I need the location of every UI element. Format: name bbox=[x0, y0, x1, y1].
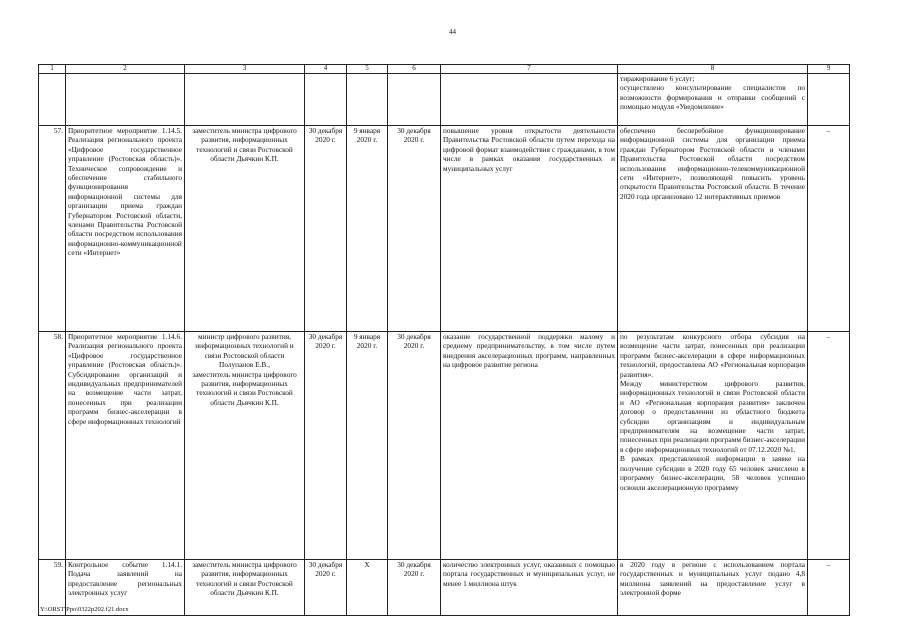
paragraph: тиражирование 6 услуг; bbox=[620, 74, 695, 83]
header-row bbox=[39, 65, 850, 74]
start-date-cell: 9 января 2020 г. bbox=[347, 332, 388, 560]
file-path-footer: Y:\ORST\Ppo\0322p202.f21.docx bbox=[40, 606, 129, 613]
table-row bbox=[39, 332, 850, 560]
paragraph: Между министерством цифрового развития, информационных технологий и связи Ростовской области и АО «Региональная корпорация развития» заключен договор о предоставлении из областного бюджета субсидии организациям и индивидуальным предпринимателям на возмещение части затрат, понесенных при реализации программ бизнес-акселерации в сфере информационных технологий от 07.12.2020 №1. bbox=[620, 379, 805, 454]
table-row bbox=[39, 560, 850, 616]
end-date-cell: 30 декабря 2020 г. bbox=[388, 126, 441, 332]
plan-date-cell: 30 декабря 2020 г. bbox=[305, 560, 347, 616]
paragraph: заместитель министра цифрового развития, информационных технологий и связи Ростовской области Дьячкин К.П. bbox=[192, 369, 297, 407]
plan-date-cell: 30 декабря 2020 г. bbox=[305, 126, 347, 332]
header-cell: 8 bbox=[618, 65, 808, 74]
expected-result-cell: оказание государственной поддержки малому и среднему предпринимательству, в том числе путем внедрения акселерационных программ, направленных на цифровое развитие региона bbox=[441, 332, 618, 560]
header-cell: 7 bbox=[441, 65, 618, 74]
continuation-row bbox=[39, 74, 850, 126]
responsible-text bbox=[187, 332, 302, 407]
responsible-cell: заместитель министра цифрового развития, информационных технологий и связи Ростовской области Дьячкин К.П. bbox=[185, 126, 305, 332]
reasons-cell: – bbox=[808, 126, 850, 332]
page-number: 44 bbox=[449, 28, 456, 36]
report-table bbox=[38, 64, 850, 616]
paragraph: В рамках представленной информации в заявке на получение субсидии в 2020 году 65 человек зачислено в программу бизнес-акселерации, 58 человек успешно освоили акселерационную программу bbox=[620, 454, 805, 492]
header-cell: 1 bbox=[39, 65, 66, 74]
end-date-cell: 30 декабря 2020 г. bbox=[388, 332, 441, 560]
actual-result-cell: обеспечено бесперебойное функционирование информационной системы для организации приема граждан Губернатором Ростовской области и членами Правительства Ростовской области посредством использования информационно-телекоммуникационной сети «Интернет», позволяющей повысить уровень открытости Правительства Ростовской области. В течение 2020 года организовано 12 интерактивных приемов bbox=[618, 126, 808, 332]
paragraph: по результатам конкурсного отбора субсидия на возмещение части затрат, понесенных при реализации программ бизнес-акселерации в сфере информационных технологий, предоставлена АО «Региональная корпорация развития». bbox=[620, 332, 805, 379]
responsible-cell: заместитель министра цифрового развития, информационных технологий и связи Ростовской области Дьячкин К.П. bbox=[185, 560, 305, 616]
row-number: 59. bbox=[39, 560, 66, 616]
header-cell: 2 bbox=[66, 65, 185, 74]
reasons-cell: – bbox=[808, 560, 850, 616]
row-number: 58. bbox=[39, 332, 66, 560]
paragraph: осуществлено консультирование специалистов по возможности формирования и отправки сообщений с помощью модуля «Уведомление» bbox=[620, 83, 805, 112]
header-cell: 4 bbox=[305, 65, 347, 74]
actual-result-cell bbox=[618, 332, 808, 560]
table-row bbox=[39, 126, 850, 332]
expected-result-cell: повышение уровня открытости деятельности Правительства Ростовской области путем перехода на цифровой формат взаимодействия с гражданами, в том числе в рамках оказания государственных и муниципальных услуг bbox=[441, 126, 618, 332]
header-cell: 5 bbox=[347, 65, 388, 74]
row-number: 57. bbox=[39, 126, 66, 332]
start-date-cell: Х bbox=[347, 560, 388, 616]
header-cell: 9 bbox=[808, 65, 850, 74]
start-date-cell: 9 января 2020 г. bbox=[347, 126, 388, 332]
paragraph: министр цифрового развития, информационных технологий и связи Ростовской области Полупанов Е.В., bbox=[195, 332, 294, 370]
header-cell: 6 bbox=[388, 65, 441, 74]
event-cell: Приоритетное мероприятие 1.14.6. Реализация регионального проекта «Цифровое государственное управление (Ростовская область)». Субсидирование организаций и индивидуальных предпринимателей на возмещение части затрат, понесенных при реализации программ бизнес-акселерации в сфере информационных технологий bbox=[66, 332, 185, 560]
reasons-cell: – bbox=[808, 332, 850, 560]
responsible-cell bbox=[185, 332, 305, 560]
result-text bbox=[620, 74, 805, 112]
end-date-cell: 30 декабря 2020 г. bbox=[388, 560, 441, 616]
plan-date-cell: 30 декабря 2020 г. bbox=[305, 332, 347, 560]
actual-result-cell: в 2020 году в регионе с использованием портала государственных и муниципальных услуг подано 4,8 миллиона заявлений на предоставление услуг в электронной форме bbox=[618, 560, 808, 616]
expected-result-cell: количество электронных услуг, оказанных с помощью портала государственных и муниципальных услуг, не менее 1 миллиона штук bbox=[441, 560, 618, 616]
event-cell: Приоритетное мероприятие 1.14.5. Реализация регионального проекта «Цифровое государственное управление (Ростовская область)». Техническое сопровождение и обеспечение стабильного функционирования информационной системы для организации приема граждан Губернатором Ростовской области, членами Правительства Ростовской области посредством использования информационно-коммуникационной сети «Интернет» bbox=[66, 126, 185, 332]
result-cell bbox=[618, 74, 808, 126]
header-cell: 3 bbox=[185, 65, 305, 74]
event-cell: Контрольное событие 1.14.1. Подача заявлений на предоставление региональных электронных услуг bbox=[66, 560, 185, 616]
actual-result-text bbox=[620, 332, 805, 492]
